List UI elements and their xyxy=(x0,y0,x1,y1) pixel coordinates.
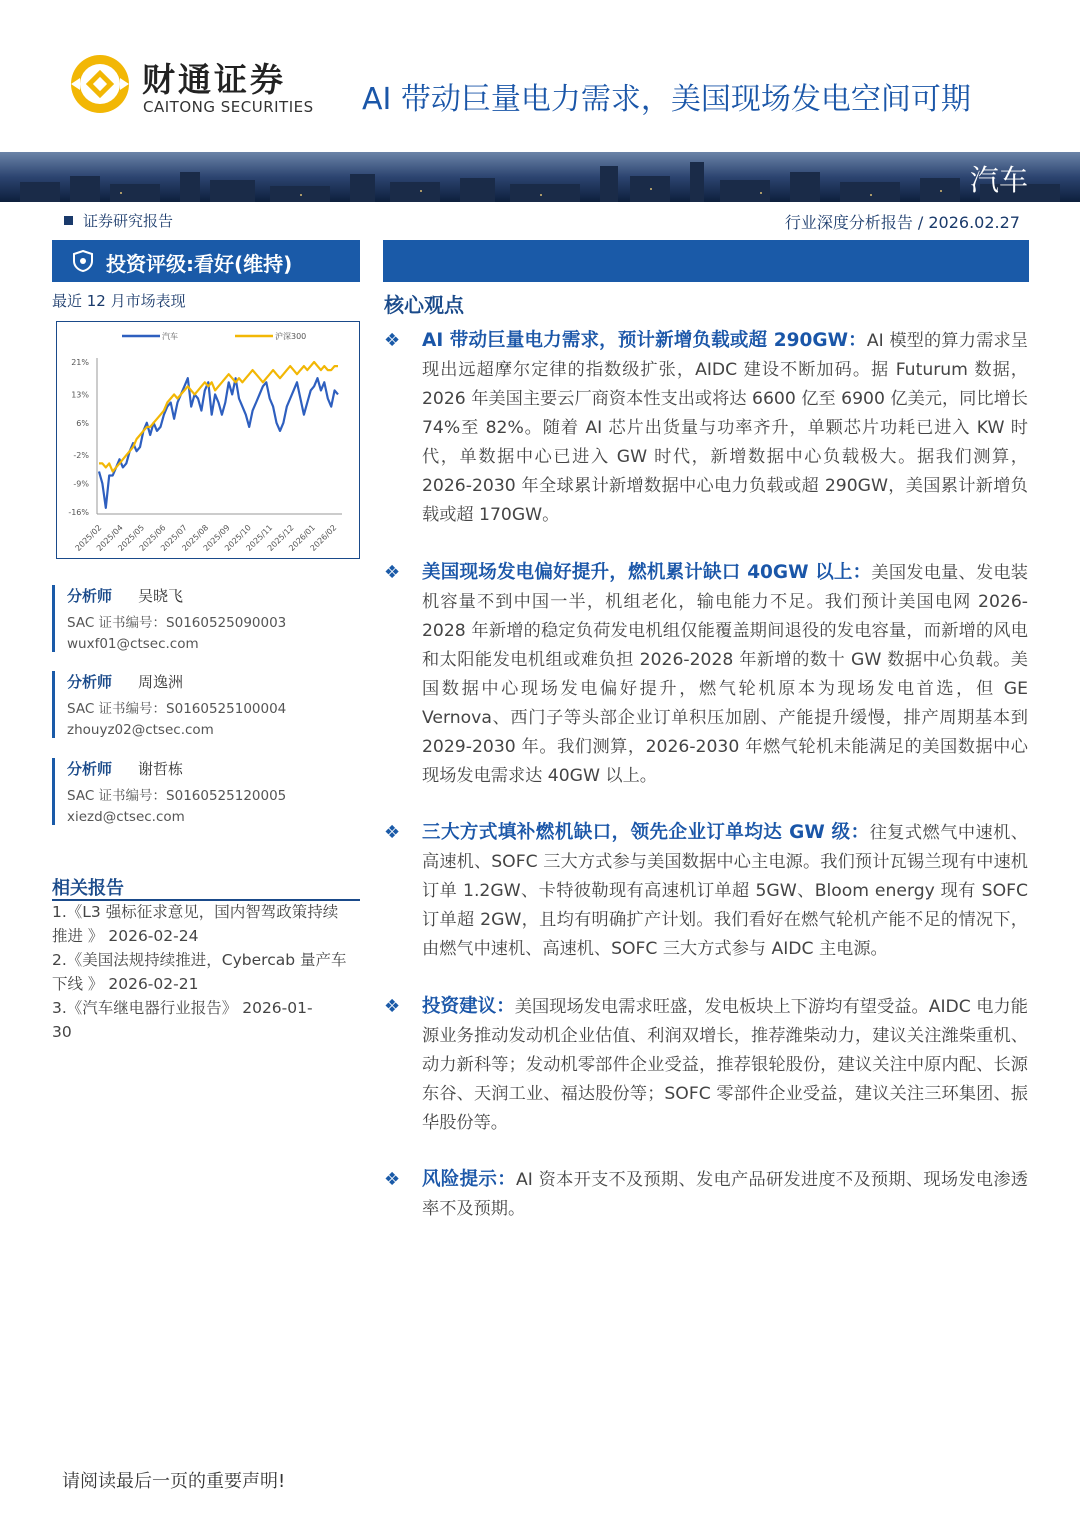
related-reports-title: 相关报告 xyxy=(52,878,124,899)
analyst-email: zhouyz02@ctsec.com xyxy=(67,722,214,738)
y-tick-label: 13% xyxy=(71,390,89,400)
key-point xyxy=(422,326,1028,530)
related-report-item[interactable] xyxy=(52,948,362,996)
key-point-lead: 风险提示： xyxy=(422,1169,517,1190)
key-point-body: AI 模型的算力需求呈现出远超摩尔定律的指数级扩张，AIDC 建设不断加码。据 Futurum 数据，2026 年美国主要云厂商资本性支出或将达 6600 亿至 6900 亿美元，同比增长 74%至 82%。随着 AI 芯片出货量与功率齐升，单颗芯片功耗已进入 KW 时代，单数据中心已进入 GW 时代，新增数据中心负载极大。据我们测算，2026-2030 年全球累计新增数据中心电力负载或超 290GW，美国累计新增负载或超 170GW。 xyxy=(422,331,1029,525)
diamond-bullet-icon: ❖ xyxy=(384,1169,401,1190)
x-tick-label: 2025/06 xyxy=(137,523,168,553)
analyst-sac: SAC 证书编号：S0160525090003 xyxy=(67,615,287,631)
chart-svg xyxy=(57,322,359,558)
diamond-bullet-icon: ❖ xyxy=(384,562,401,583)
brand-name-en: CAITONG SECURITIES xyxy=(143,98,314,116)
core-view-title: 核心观点 xyxy=(384,293,464,317)
key-point-lead: AI 带动巨量电力需求，预计新增负载或超 290GW： xyxy=(422,330,867,351)
x-tick-label: 2025/02 xyxy=(73,523,104,553)
analyst-name: 谢哲栋 xyxy=(138,760,184,778)
key-point xyxy=(422,558,1028,791)
legend-label: 沪深300 xyxy=(275,332,307,341)
shield-icon xyxy=(72,250,94,272)
analyst-name: 吴晓飞 xyxy=(138,587,184,605)
y-tick-label: -2% xyxy=(73,451,89,461)
diamond-bullet-icon: ❖ xyxy=(384,996,401,1017)
y-tick-label: -9% xyxy=(73,479,89,489)
analyst-sac: SAC 证书编号：S0160525120005 xyxy=(67,788,287,804)
key-point xyxy=(422,1165,1028,1224)
analyst-name: 周逸洲 xyxy=(138,673,184,691)
related-report-line: 30 xyxy=(52,1023,72,1041)
analyst-role: 分析师 xyxy=(67,673,113,691)
analyst-role: 分析师 xyxy=(67,760,113,778)
x-tick-label: 2025/07 xyxy=(159,523,189,553)
market-performance-chart xyxy=(56,321,360,559)
analyst-role: 分析师 xyxy=(67,587,113,605)
x-tick-label: 2026/01 xyxy=(287,523,318,553)
analyst-card xyxy=(52,758,367,825)
analyst-email: xiezd@ctsec.com xyxy=(67,809,185,825)
analyst-card xyxy=(52,671,367,738)
investment-rating: 投资评级:看好(维持) xyxy=(106,252,293,276)
report-type-date: 行业深度分析报告 / 2026.02.27 xyxy=(784,213,1020,232)
report-category xyxy=(64,210,173,231)
brand-name-cn: 财通证券 xyxy=(142,60,286,99)
market-performance-title: 最近 12 月市场表现 xyxy=(52,292,186,310)
related-report-line: 推进 》 2026-02-24 xyxy=(52,927,199,945)
report-title: AI 带动巨量电力需求，美国现场发电空间可期 xyxy=(362,82,971,117)
x-tick-label: 2025/08 xyxy=(180,523,211,553)
key-point-body: 美国发电量、发电装机容量不到中国一半，机组老化，输电能力不足。我们预计美国电网 2026-2028 年新增的稳定负荷发电机组仅能覆盖期间退役的发电容量，而新增的风电和太阳能发电机组或难负担 2026-2028 年新增的数十 GW 数据中心负载。美国数据中心现场发电偏好提升，燃气轮机原本为现场发电首选，但 GE Vernova、西门子等头部企业订单积压加剧、产能提升缓慢，排产周期基本到 2029-2030 年。我们测算，2026-2030 年燃气轮机未能满足的美国数据中心现场发电需求达 40GW 以上。 xyxy=(422,563,1028,786)
analyst-email: wuxf01@ctsec.com xyxy=(67,636,199,652)
related-report-line: 下线 》 2026-02-21 xyxy=(52,975,199,993)
y-tick-label: 6% xyxy=(76,418,89,428)
footer-disclaimer: 请阅读最后一页的重要声明! xyxy=(62,1471,286,1492)
key-point-body: 往复式燃气中速机、高速机、SOFC 三大方式参与美国数据中心主电源。我们预计瓦锡兰现有中速机订单 1.2GW、卡特彼勒现有高速机订单超 5GW、Bloom energy 现有 SOFC 订单超 2GW，且均有明确扩产计划。我们看好在燃气轮机产能不足的情况下，由燃气中速机、高速机、SOFC 三大方式参与 AIDC 主电源。 xyxy=(422,823,1028,959)
series-line-1 xyxy=(99,362,338,472)
key-point-body: 美国现场发电需求旺盛，发电板块上下游均有望受益。AIDC 电力能源业务推动发动机企业估值、利润双增长，推荐潍柴动力，建议关注潍柴重机、动力新科等；发动机零部件企业受益，推荐银轮股份，建议关注中原内配、长源东谷、天润工业、福达股份等；SOFC 零部件企业受益，建议关注三环集团、振华股份等。 xyxy=(422,997,1028,1133)
related-report-item[interactable] xyxy=(52,996,362,1044)
diamond-bullet-icon: ❖ xyxy=(384,330,401,351)
x-tick-label: 2025/05 xyxy=(116,523,147,553)
x-tick-label: 2026/02 xyxy=(308,523,339,553)
sector-label: 汽车 xyxy=(969,163,1028,197)
analyst-sac: SAC 证书编号：S0160525100004 xyxy=(67,701,287,717)
key-point-lead: 美国现场发电偏好提升，燃机累计缺口 40GW 以上： xyxy=(422,562,872,583)
x-tick-label: 2025/10 xyxy=(223,523,253,553)
diamond-bullet-icon: ❖ xyxy=(384,822,401,843)
legend-label: 汽车 xyxy=(162,332,178,341)
x-tick-label: 2025/04 xyxy=(94,523,125,553)
key-point xyxy=(422,818,1028,964)
rating-box xyxy=(52,240,360,282)
key-point-lead: 三大方式填补燃机缺口，领先企业订单均达 GW 级： xyxy=(422,822,870,843)
square-bullet-icon xyxy=(64,216,73,225)
key-point-body: AI 资本开支不及预期、发电产品研发进度不及预期、现场发电渗透率不及预期。 xyxy=(422,1170,1028,1219)
x-tick-label: 2025/11 xyxy=(244,523,275,553)
y-tick-label: -16% xyxy=(68,508,89,517)
x-tick-label: 2025/12 xyxy=(265,523,296,553)
related-report-item[interactable] xyxy=(52,900,362,948)
related-report-line: 2.《美国法规持续推进，Cybercab 量产车 xyxy=(52,951,347,969)
key-point xyxy=(422,992,1028,1138)
related-report-line: 3.《汽车继电器行业报告》 2026-01- xyxy=(52,999,313,1017)
caitong-logo xyxy=(68,52,132,116)
y-tick-label: 21% xyxy=(71,358,89,367)
related-report-line: 1.《L3 强标征求意见，国内智驾政策持续 xyxy=(52,903,339,921)
report-category-text: 证券研究报告 xyxy=(83,212,174,230)
city-skyline-banner xyxy=(0,152,1080,202)
key-point-lead: 投资建议： xyxy=(422,996,515,1017)
analyst-card xyxy=(52,585,367,652)
section-header-bar xyxy=(383,240,1029,282)
x-tick-label: 2025/09 xyxy=(201,523,232,553)
